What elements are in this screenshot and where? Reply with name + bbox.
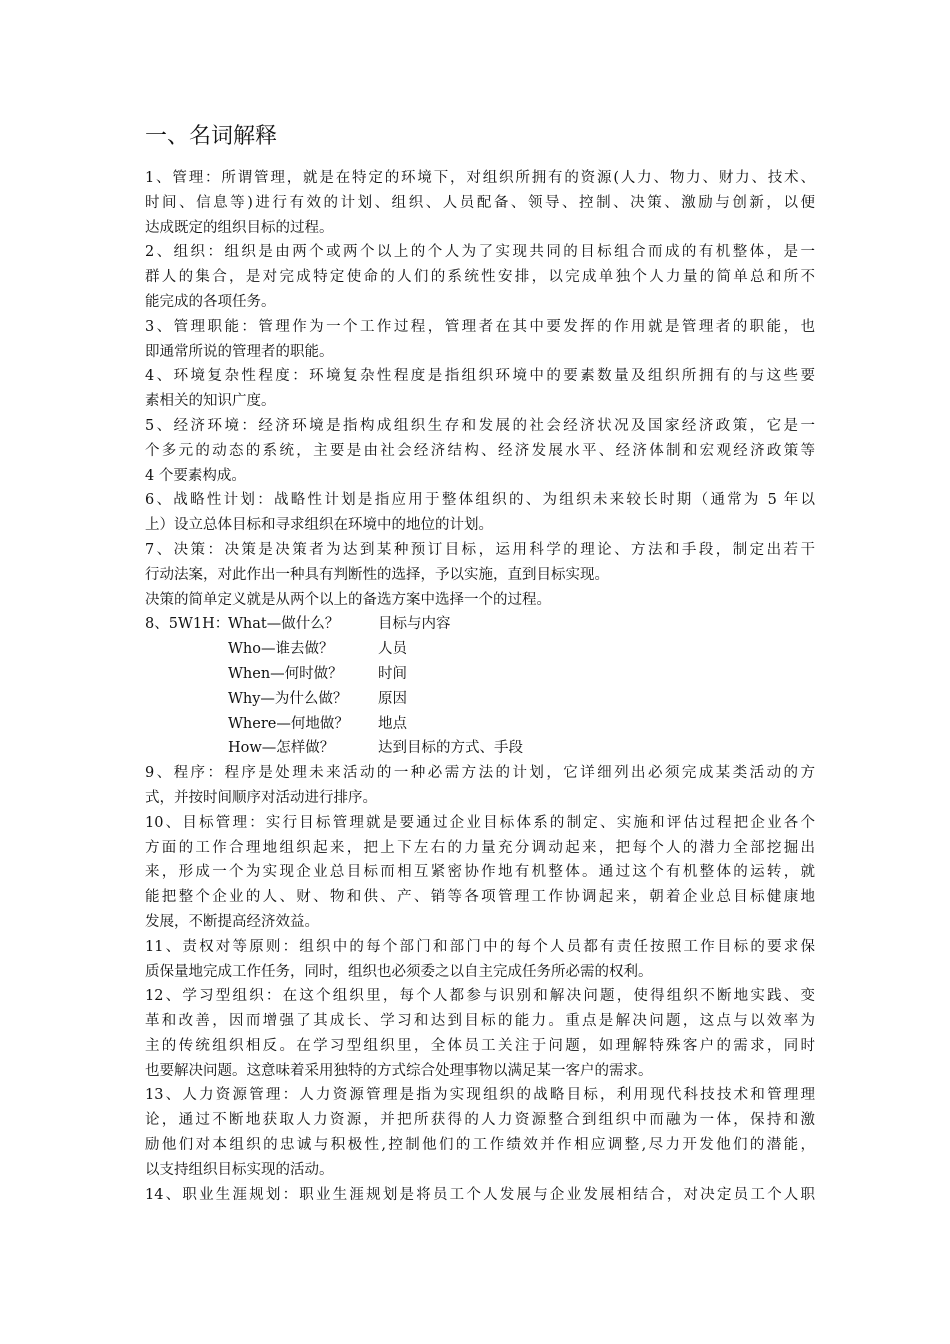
w1h-answer: 目标与内容 xyxy=(378,616,451,633)
text-line: 能把整个企业的人、财、物和供、产、销等各项管理工作协调起来，朝着企业总目标健康地 xyxy=(145,889,815,906)
text-line: 励他们对本组织的忠诚与积极性,控制他们的工作绩效并作相应调整,尽力开发他们的潜能， xyxy=(145,1137,815,1154)
text-line: 发展，不断提高经济效益。 xyxy=(145,913,319,930)
text-line: 行动法案，对此作出一种具有判断性的选择，予以实施，直到目标实现。 xyxy=(145,566,609,583)
text-line: 质保量地完成工作任务，同时，组织也必须委之以自主完成任务所必需的权利。 xyxy=(145,963,653,980)
w1h-list xyxy=(145,612,815,761)
text-line: 4、环境复杂性程度：环境复杂性程度是指组织环境中的要素数量及组织所拥有的与这些要 xyxy=(145,368,815,385)
w1h-row xyxy=(145,612,815,637)
w1h-row xyxy=(145,662,815,687)
w1h-row xyxy=(145,712,815,737)
text-line: 个多元的动态的系统，主要是由社会经济结构、经济发展水平、经济体制和宏观经济政策等 xyxy=(145,442,815,459)
w1h-answer: 人员 xyxy=(378,641,407,658)
text-line: 12、学习型组织：在这个组织里，每个人都参与识别和解决问题，使得组织不断地实践、变 xyxy=(145,988,815,1005)
text-line: 9、程序：程序是处理未来活动的一种必需方法的计划，它详细列出必须完成某类活动的方 xyxy=(145,765,815,782)
text-line: 5、经济环境：经济环境是指构成组织生存和发展的社会经济状况及国家经济政策，它是一 xyxy=(145,417,815,434)
text-line: 主的传统组织相反。在学习型组织里，全体员工关注于问题，如理解特殊客户的需求，同时 xyxy=(145,1037,815,1054)
document-body xyxy=(145,166,815,1207)
text-line: 上）设立总体目标和寻求组织在环境中的地位的计划。 xyxy=(145,517,493,534)
w1h-answer: 地点 xyxy=(378,715,407,732)
text-line: 4 个要素构成。 xyxy=(145,467,246,484)
w1h-row xyxy=(145,687,815,712)
text-line: 1、管理：所谓管理，就是在特定的环境下，对组织所拥有的资源(人力、物力、财力、技术、 xyxy=(145,170,815,186)
paragraph-group-1 xyxy=(145,166,815,612)
text-line: 11、责权对等原则：组织中的每个部门和部门中的每个人员都有责任按照工作目标的要求保 xyxy=(145,938,815,955)
w1h-answer: 达到目标的方式、手段 xyxy=(378,740,523,757)
w1h-prefix: 8、5W1H： xyxy=(145,616,230,633)
w1h-question: What—做什么？ xyxy=(228,616,340,633)
text-line: 能完成的各项任务。 xyxy=(145,293,276,310)
text-line: 10、目标管理：实行目标管理就是要通过企业目标体系的制定、实施和评估过程把企业各个 xyxy=(145,814,815,831)
w1h-question: Who—谁去做？ xyxy=(228,641,334,658)
text-line: 14、职业生涯规划：职业生涯规划是将员工个人发展与企业发展相结合，对决定员工个人职 xyxy=(145,1186,815,1203)
paragraph-group-2 xyxy=(145,761,815,1207)
w1h-question: Where—何地做？ xyxy=(228,715,349,732)
text-line: 论，通过不断地获取人力资源，并把所获得的人力资源整合到组织中而融为一体，保持和激 xyxy=(145,1112,815,1129)
text-line: 时间、信息等)进行有效的计划、组织、人员配备、领导、控制、决策、激励与创新，以便 xyxy=(145,194,815,211)
text-line: 2、组织：组织是由两个或两个以上的个人为了实现共同的目标组合而成的有机整体，是一 xyxy=(145,244,815,261)
w1h-question: How—怎样做？ xyxy=(228,740,335,757)
w1h-row xyxy=(145,736,815,761)
w1h-answer: 时间 xyxy=(378,665,407,682)
text-line: 也要解决问题。这意味着采用独特的方式综合处理事物以满足某一客户的需求。 xyxy=(145,1062,653,1079)
text-line: 素相关的知识广度。 xyxy=(145,393,276,410)
text-line: 来，形成一个为实现企业总目标而相互紧密协作地有机整体。通过这个有机整体的运转，就 xyxy=(145,864,815,881)
w1h-row xyxy=(145,637,815,662)
text-line: 决策的简单定义就是从两个以上的备选方案中选择一个的过程。 xyxy=(145,591,551,608)
text-line: 群人的集合，是对完成特定使命的人们的系统性安排，以完成单独个人力量的简单总和所不 xyxy=(145,269,815,286)
text-line: 革和改善，因而增强了其成长、学习和达到目标的能力。重点是解决问题，这点与以效率为 xyxy=(145,1013,815,1030)
text-line: 达成既定的组织目标的过程。 xyxy=(145,219,334,236)
text-line: 13、人力资源管理：人力资源管理是指为实现组织的战略目标，利用现代科技技术和管理理 xyxy=(145,1087,815,1104)
w1h-question: When—何时做？ xyxy=(228,665,343,682)
text-line: 以支持组织目标实现的活动。 xyxy=(145,1161,334,1178)
text-line: 3、管理职能：管理作为一个工作过程，管理者在其中要发挥的作用就是管理者的职能，也 xyxy=(145,318,815,335)
text-line: 式，并按时间顺序对活动进行排序。 xyxy=(145,789,377,806)
text-line: 即通常所说的管理者的职能。 xyxy=(145,343,334,360)
text-line: 方面的工作合理地组织起来，把上下左右的力量充分调动起来，把每个人的潜力全部挖掘出 xyxy=(145,839,815,856)
section-heading: 一、名词解释 xyxy=(145,124,278,149)
text-line: 7、决策：决策是决策者为达到某种预订目标，运用科学的理论、方法和手段，制定出若干 xyxy=(145,541,815,558)
w1h-question: Why—为什么做？ xyxy=(228,690,348,707)
text-line: 6、战略性计划：战略性计划是指应用于整体组织的、为组织未来较长时期（通常为 5 年以 xyxy=(145,492,815,509)
w1h-answer: 原因 xyxy=(378,690,407,707)
